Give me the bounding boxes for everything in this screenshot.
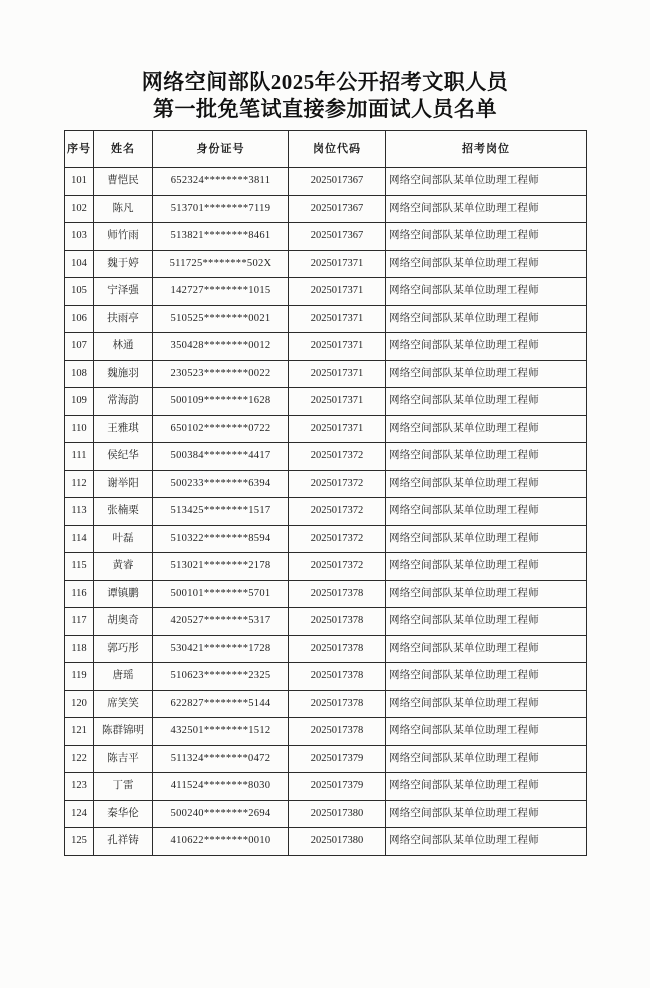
cell-serial: 110 xyxy=(65,415,94,443)
cell-code: 2025017371 xyxy=(289,360,386,388)
cell-position: 网络空间部队某单位助理工程师 xyxy=(386,415,587,443)
cell-id: 230523********0022 xyxy=(153,360,289,388)
cell-id: 500384********4417 xyxy=(153,443,289,471)
cell-id: 510525********0021 xyxy=(153,305,289,333)
cell-position: 网络空间部队某单位助理工程师 xyxy=(386,663,587,691)
table-row xyxy=(65,718,587,746)
cell-name: 郭巧彤 xyxy=(94,635,153,663)
cell-code: 2025017372 xyxy=(289,498,386,526)
cell-position: 网络空间部队某单位助理工程师 xyxy=(386,525,587,553)
table-header-row xyxy=(65,131,587,168)
cell-code: 2025017371 xyxy=(289,333,386,361)
cell-name: 谢举阳 xyxy=(94,470,153,498)
cell-id: 513425********1517 xyxy=(153,498,289,526)
cell-code: 2025017371 xyxy=(289,415,386,443)
table-row xyxy=(65,773,587,801)
cell-serial: 114 xyxy=(65,525,94,553)
cell-serial: 121 xyxy=(65,718,94,746)
cell-position: 网络空间部队某单位助理工程师 xyxy=(386,773,587,801)
cell-id: 500109********1628 xyxy=(153,388,289,416)
cell-id: 513821********8461 xyxy=(153,223,289,251)
cell-id: 652324********3811 xyxy=(153,168,289,196)
cell-serial: 105 xyxy=(65,278,94,306)
cell-name: 师竹雨 xyxy=(94,223,153,251)
cell-name: 陈吉平 xyxy=(94,745,153,773)
cell-position: 网络空间部队某单位助理工程师 xyxy=(386,580,587,608)
table-row xyxy=(65,690,587,718)
document-title xyxy=(0,69,650,123)
cell-position: 网络空间部队某单位助理工程师 xyxy=(386,745,587,773)
cell-position: 网络空间部队某单位助理工程师 xyxy=(386,195,587,223)
cell-position: 网络空间部队某单位助理工程师 xyxy=(386,470,587,498)
cell-id: 432501********1512 xyxy=(153,718,289,746)
cell-serial: 103 xyxy=(65,223,94,251)
cell-name: 王雅琪 xyxy=(94,415,153,443)
table-row xyxy=(65,828,587,856)
cell-id: 500240********2694 xyxy=(153,800,289,828)
cell-id: 513021********2178 xyxy=(153,553,289,581)
cell-name: 陈群锦明 xyxy=(94,718,153,746)
table-row xyxy=(65,333,587,361)
cell-name: 常海韵 xyxy=(94,388,153,416)
cell-serial: 124 xyxy=(65,800,94,828)
cell-serial: 104 xyxy=(65,250,94,278)
column-header-name: 姓名 xyxy=(94,131,153,168)
cell-serial: 111 xyxy=(65,443,94,471)
cell-position: 网络空间部队某单位助理工程师 xyxy=(386,250,587,278)
cell-serial: 109 xyxy=(65,388,94,416)
cell-name: 侯纪华 xyxy=(94,443,153,471)
cell-code: 2025017378 xyxy=(289,690,386,718)
table-row xyxy=(65,443,587,471)
cell-position: 网络空间部队某单位助理工程师 xyxy=(386,388,587,416)
cell-position: 网络空间部队某单位助理工程师 xyxy=(386,800,587,828)
cell-position: 网络空间部队某单位助理工程师 xyxy=(386,635,587,663)
cell-position: 网络空间部队某单位助理工程师 xyxy=(386,718,587,746)
column-header-serial: 序号 xyxy=(65,131,94,168)
cell-name: 陈凡 xyxy=(94,195,153,223)
cell-position: 网络空间部队某单位助理工程师 xyxy=(386,333,587,361)
document-title-line2: 第一批免笔试直接参加面试人员名单 xyxy=(153,97,497,121)
table-row xyxy=(65,415,587,443)
cell-position: 网络空间部队某单位助理工程师 xyxy=(386,278,587,306)
table-row xyxy=(65,635,587,663)
cell-id: 650102********0722 xyxy=(153,415,289,443)
cell-code: 2025017378 xyxy=(289,718,386,746)
column-header-position-code: 岗位代码 xyxy=(289,131,386,168)
cell-serial: 102 xyxy=(65,195,94,223)
cell-serial: 123 xyxy=(65,773,94,801)
cell-serial: 118 xyxy=(65,635,94,663)
cell-serial: 119 xyxy=(65,663,94,691)
cell-code: 2025017371 xyxy=(289,250,386,278)
cell-code: 2025017367 xyxy=(289,168,386,196)
cell-name: 宁泽强 xyxy=(94,278,153,306)
cell-code: 2025017378 xyxy=(289,580,386,608)
cell-name: 席笑笑 xyxy=(94,690,153,718)
table-row xyxy=(65,223,587,251)
cell-id: 530421********1728 xyxy=(153,635,289,663)
personnel-roster-table xyxy=(64,130,587,856)
cell-position: 网络空间部队某单位助理工程师 xyxy=(386,360,587,388)
table-row xyxy=(65,470,587,498)
cell-serial: 107 xyxy=(65,333,94,361)
cell-id: 500233********6394 xyxy=(153,470,289,498)
table-row xyxy=(65,195,587,223)
cell-code: 2025017378 xyxy=(289,663,386,691)
cell-serial: 113 xyxy=(65,498,94,526)
cell-id: 420527********5317 xyxy=(153,608,289,636)
table-row xyxy=(65,800,587,828)
table-row xyxy=(65,498,587,526)
cell-id: 350428********0012 xyxy=(153,333,289,361)
cell-name: 林通 xyxy=(94,333,153,361)
cell-position: 网络空间部队某单位助理工程师 xyxy=(386,553,587,581)
table-body xyxy=(65,168,587,856)
cell-id: 511324********0472 xyxy=(153,745,289,773)
table-row xyxy=(65,580,587,608)
cell-name: 谭镇鹏 xyxy=(94,580,153,608)
cell-name: 唐瑶 xyxy=(94,663,153,691)
cell-position: 网络空间部队某单位助理工程师 xyxy=(386,828,587,856)
cell-serial: 122 xyxy=(65,745,94,773)
cell-position: 网络空间部队某单位助理工程师 xyxy=(386,443,587,471)
cell-id: 622827********5144 xyxy=(153,690,289,718)
table-row xyxy=(65,305,587,333)
cell-code: 2025017372 xyxy=(289,525,386,553)
cell-name: 叶磊 xyxy=(94,525,153,553)
table-row xyxy=(65,388,587,416)
table-row xyxy=(65,168,587,196)
cell-serial: 108 xyxy=(65,360,94,388)
cell-name: 扶雨亭 xyxy=(94,305,153,333)
cell-code: 2025017379 xyxy=(289,745,386,773)
cell-name: 胡奥奇 xyxy=(94,608,153,636)
cell-name: 孔祥铸 xyxy=(94,828,153,856)
cell-serial: 125 xyxy=(65,828,94,856)
cell-position: 网络空间部队某单位助理工程师 xyxy=(386,608,587,636)
cell-position: 网络空间部队某单位助理工程师 xyxy=(386,168,587,196)
cell-position: 网络空间部队某单位助理工程师 xyxy=(386,498,587,526)
cell-id: 511725********502X xyxy=(153,250,289,278)
table-row xyxy=(65,663,587,691)
cell-id: 513701********7119 xyxy=(153,195,289,223)
cell-id: 510623********2325 xyxy=(153,663,289,691)
document-title-line1: 网络空间部队2025年公开招考文职人员 xyxy=(141,70,509,94)
cell-code: 2025017380 xyxy=(289,800,386,828)
cell-code: 2025017367 xyxy=(289,195,386,223)
cell-serial: 112 xyxy=(65,470,94,498)
cell-serial: 101 xyxy=(65,168,94,196)
cell-serial: 120 xyxy=(65,690,94,718)
table-row xyxy=(65,360,587,388)
cell-position: 网络空间部队某单位助理工程师 xyxy=(386,305,587,333)
table-row xyxy=(65,278,587,306)
cell-code: 2025017378 xyxy=(289,608,386,636)
table-row xyxy=(65,608,587,636)
cell-position: 网络空间部队某单位助理工程师 xyxy=(386,223,587,251)
cell-name: 魏施羽 xyxy=(94,360,153,388)
table-row xyxy=(65,553,587,581)
cell-code: 2025017378 xyxy=(289,635,386,663)
cell-code: 2025017372 xyxy=(289,553,386,581)
cell-code: 2025017372 xyxy=(289,470,386,498)
cell-code: 2025017367 xyxy=(289,223,386,251)
cell-code: 2025017371 xyxy=(289,278,386,306)
cell-serial: 117 xyxy=(65,608,94,636)
cell-id: 500101********5701 xyxy=(153,580,289,608)
cell-name: 黄睿 xyxy=(94,553,153,581)
cell-position: 网络空间部队某单位助理工程师 xyxy=(386,690,587,718)
cell-code: 2025017380 xyxy=(289,828,386,856)
cell-serial: 106 xyxy=(65,305,94,333)
cell-serial: 115 xyxy=(65,553,94,581)
cell-name: 张楠栗 xyxy=(94,498,153,526)
cell-name: 魏于婷 xyxy=(94,250,153,278)
cell-code: 2025017379 xyxy=(289,773,386,801)
table-row xyxy=(65,525,587,553)
cell-serial: 116 xyxy=(65,580,94,608)
column-header-position-title: 招考岗位 xyxy=(386,131,587,168)
cell-code: 2025017371 xyxy=(289,305,386,333)
cell-code: 2025017371 xyxy=(289,388,386,416)
cell-name: 秦华伦 xyxy=(94,800,153,828)
table-row xyxy=(65,250,587,278)
column-header-id-number: 身份证号 xyxy=(153,131,289,168)
document-page xyxy=(0,69,650,988)
table-row xyxy=(65,745,587,773)
cell-id: 411524********8030 xyxy=(153,773,289,801)
cell-name: 曹恺民 xyxy=(94,168,153,196)
cell-id: 410622********0010 xyxy=(153,828,289,856)
cell-id: 510322********8594 xyxy=(153,525,289,553)
cell-id: 142727********1015 xyxy=(153,278,289,306)
cell-code: 2025017372 xyxy=(289,443,386,471)
cell-name: 丁雷 xyxy=(94,773,153,801)
